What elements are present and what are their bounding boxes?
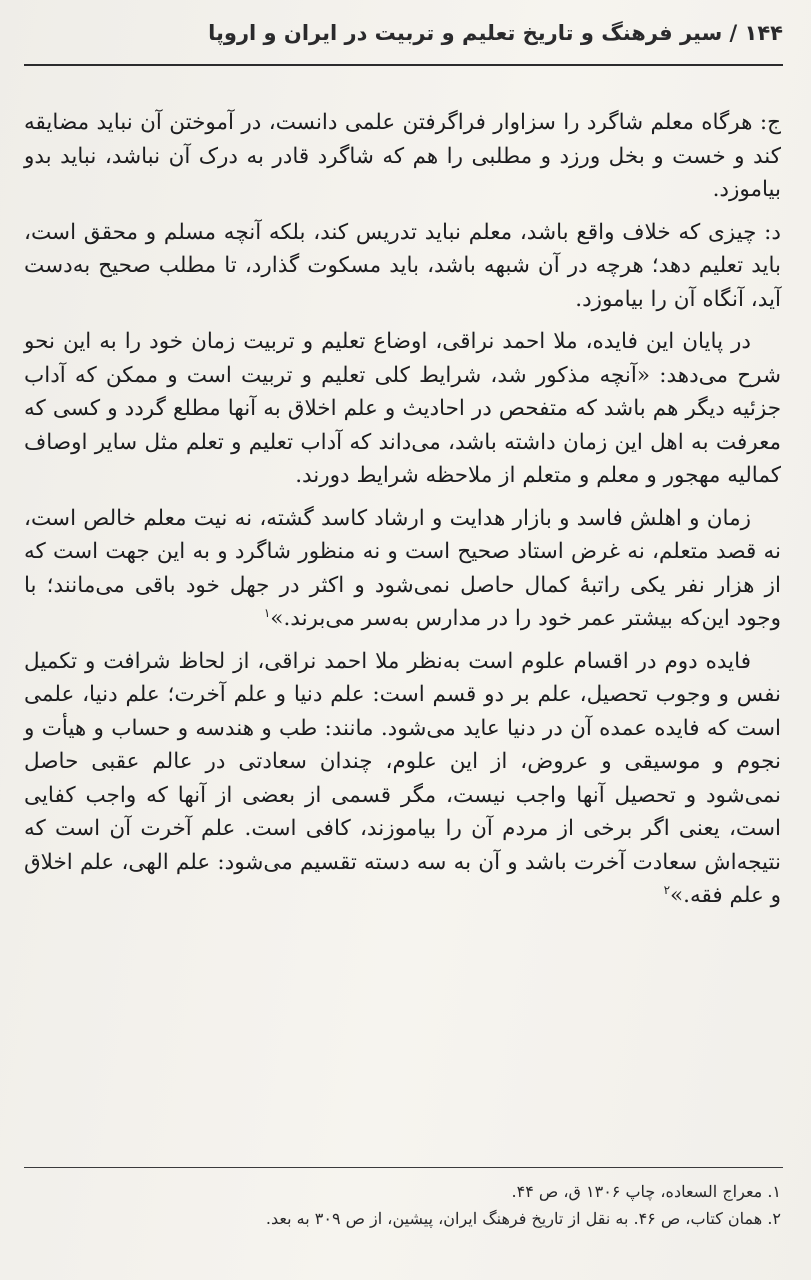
paragraph-jim: ج: هرگاه معلم شاگرد را سزاوار فراگرفتن علمی دانست، در آموختن آن نباید مضایقه کند و خست و بخل ورزد و مطلبی را هم که شاگرد قادر به درک آن نباشد، نباید بدو بیاموزد.: [24, 110, 781, 202]
paragraph-dal: د: چیزی که خلاف واقع باشد، معلم نباید تدریس کند، بلکه آنچه مسلم و محقق است، باید تعلیم دهد؛ هرچه در آن شبهه باشد، باید مسکوت گذارد، تا مطلب صحیح به‌دست آید، آنگاه آن را بیاموزد.: [24, 219, 781, 312]
paragraph-second-benefit: فایده دوم در اقسام علوم است به‌نظر ملا احمد نراقی، از لحاظ شرافت و تکمیل نفس و وجوب تحصیل، علم بر دو قسم است: علم دنیا و علم آخرت؛ علم دنیا، علمی است که فایده عمده آن در دنیا عاید می‌شود. مانند: طب و هندسه و حساب و هیأت و نجوم و موسیقی و عروض، از این علوم، چندان سعادتی در عالم عقبی حاصل نمی‌شود و تحصیل آنها واجب نیست، مگر قسمی از بعضی از آنها که واجب کفایی است، یعنی اگر برخی از مردم آن را بیاموزند، کافی است. علم آخرت آن است که نتیجه‌اش سعادت آخرت باشد و آن به سه دسته تقسیم می‌شود: علم الهی، علم اخلاق و علم فقه.»$^۲$: [24, 648, 781, 908]
footnote-ref-1: ۱: [263, 605, 271, 620]
paragraph-conclusion: در پایان این فایده، ملا احمد نراقی، اوضاع تعلیم و تربیت زمان خود را به این نحو شرح می‌دهد: «آنچه مذکور شد، شرایط کلی تعلیم و تربیت است و ممکن که آداب جزئیه دیگر هم باشد که متفحص در احادیث و علم اخلاق به آنها مطلع گردد و کسی که معرفت به اهل این زمان داشته باشد، می‌داند که آداب تعلیم و تعلم مثل سایر اوصاف کمالیه مهجور و معلم و متعلم از ملاحظه شرایط دورند.: [24, 329, 781, 488]
footnote-1: ۱. معراج السعاده، چاپ ۱۳۰۶ ق، ص ۴۴.: [511, 1182, 781, 1201]
running-head: ۱۴۴ / سیر فرهنگ و تاریخ تعلیم و تربیت در ایران و اروپا: [208, 21, 783, 45]
footnote-rule: [24, 1167, 783, 1168]
paragraph-quote-continuation: زمان و اهلش فاسد و بازار هدایت و ارشاد کاسد گشته، نه نیت معلم خالص است، نه قصد متعلم، نه غرض استاد صحیح است و نه منظور شاگرد و به این جهت است که از هزار نفر یکی راتبهٔ کمال حاصل نمی‌شود و اکثر در جهل خود باقی می‌مانند؛ با وجود این‌که بیشتر عمر خود را در مدارس به‌سر می‌برند.»$^۱$: [24, 505, 781, 631]
page-header: [24, 18, 783, 68]
header-rule: [24, 64, 783, 66]
footnote-ref-2: ۲: [663, 882, 671, 897]
footnote-2: ۲. همان کتاب، ص ۴۶. به نقل از تاریخ فرهنگ ایران، پیشین، از ص ۳۰۹ به بعد.: [265, 1209, 781, 1228]
footnotes: [24, 1178, 781, 1232]
body-text: [24, 106, 781, 922]
